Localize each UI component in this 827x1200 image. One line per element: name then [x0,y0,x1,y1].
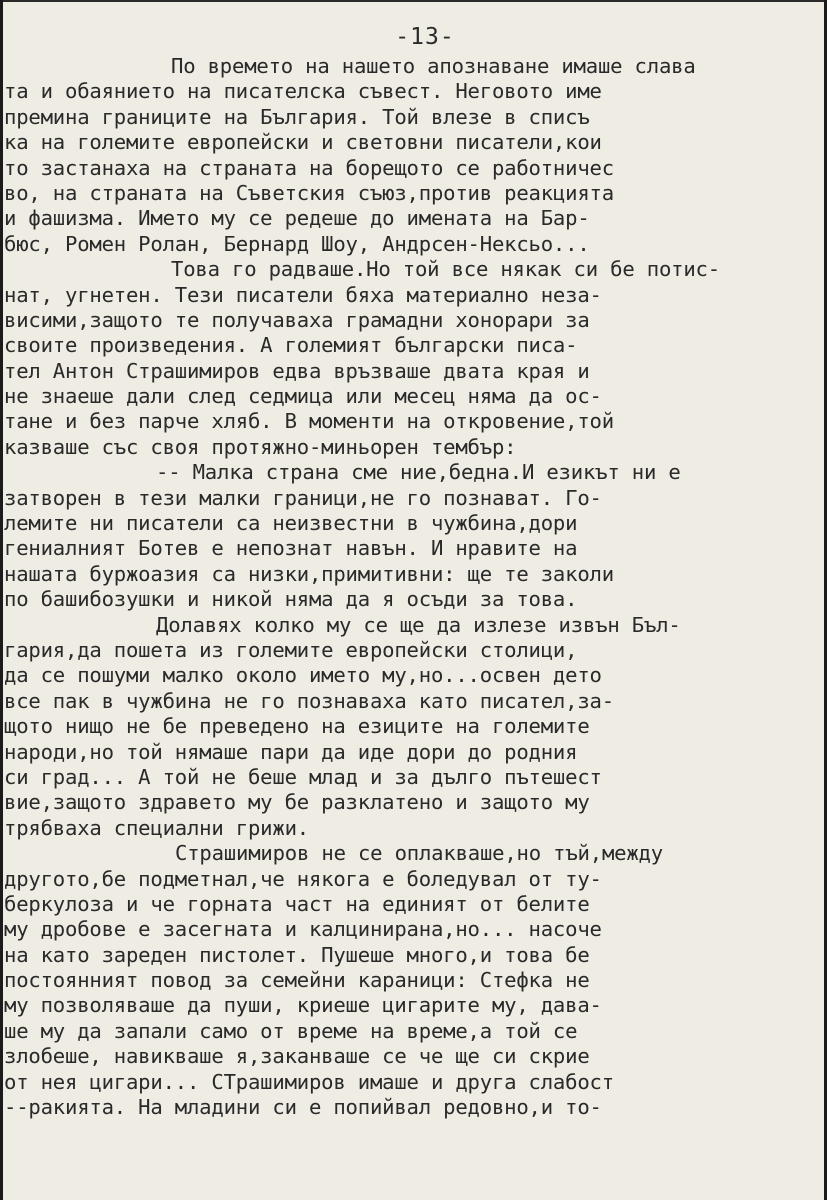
text-line: -- Малка страна сме ние,бедна.И езикът ни е [156,460,681,485]
text-line: Страшимиров не се оплакваше,но тъй,между [175,841,663,866]
text-line: лемите ни писатели са неизвестни в чужбина,дори [4,511,578,536]
text-line: нашата буржоазия са низки,примитивни: ще те заколи [4,561,614,586]
text-line: не знаеше дали след седмица или месец няма да ос- [4,384,602,409]
text-line: висими,защото те получаваха грамадни хонорари за [4,307,590,332]
text-line: по башибозушки и никой няма да я осъди за това. [4,587,578,612]
text-line: да се пошуми малко около името му,но...освен дето [4,663,602,688]
text-line: то застанаха на страната на борещото се работничес [4,155,614,180]
text-line: ше му да запали само от време на време,а той се [4,1018,578,1043]
text-line: злобеше, навикваше я,заканваше се че ще си скрие [4,1044,590,1069]
text-line: нат, угнетен. Тези писатели бяха материално неза- [4,282,602,307]
text-line: на като зареден пистолет. Пушеше много,и това бе [4,942,590,967]
text-line: вие,защото здравето му бе разклатено и защото му [4,790,590,815]
text-line: щото нищо не бе преведено на езиците на големите [4,714,590,739]
text-line: все пак в чужбина не го познаваха като писател,за- [4,688,614,713]
text-line: премина границите на България. Той влезе в списъ [4,104,590,129]
text-line: другото,бе подметнал,че някога е боледувал от ту- [4,866,602,891]
page-left-edge [0,0,3,1200]
text-line: трябваха специални грижи. [4,815,309,840]
text-line: во, на страната на Съветския съюз,против реакцията [4,180,614,205]
text-line: Това го радваше.Но той все някак си бе потис- [171,257,720,282]
text-line: та и обаянието на писателска съвест. Неговото име [4,79,602,104]
text-line: бюс, Ромен Ролан, Бернард Шоу, Андрсен-Нексьо... [4,231,590,256]
text-line: му дробове е засегната и калцинирана,но... насоче [4,917,602,942]
typewritten-text [4,54,827,1120]
text-line: му позволяваше да пуши, криеше цигарите му, дава- [4,993,602,1018]
text-line: си град... А той не беше млад и за дълго пътешест [4,764,602,789]
text-line: ка на големите европейски и световни писатели,кои [4,130,602,155]
text-line: и фашизма. Името му се редеше до имената на Бар- [4,206,590,231]
page-top-edge [0,0,827,2]
page-number: -13- [395,24,455,50]
text-line: постоянният повод за семейни караници: Стефка не [4,968,590,993]
text-line: народи,но той нямаше пари да иде дори до родния [4,739,578,764]
text-line: тел Антон Страшимиров едва връзваше двата края и [4,358,590,383]
text-line: тане и без парче хляб. В моменти на откровение,той [4,409,614,434]
text-line: Долавях колко му се ще да излезе извън Бъл- [156,612,681,637]
text-line: своите произведения. А големият български писа- [4,333,578,358]
text-line: гениалният Ботев е непознат навън. И нравите на [4,536,578,561]
text-line: затворен в тези малки граници,не го познават. Го- [4,485,602,510]
text-line: --ракията. На младини си е попийвал редовно,и то- [4,1095,602,1120]
text-line: казваше със своя протяжно-миньорен тембър: [4,434,517,459]
text-line: беркулоза и че горната част на единият от белите [4,891,590,916]
text-line: По времето на нашето апознаване имаше слава [171,54,696,78]
text-line: от нея цигари... СТрашимиров имаше и друга слабост [4,1069,614,1094]
text-line: гария,да пошета из големите европейски столици, [4,637,578,662]
